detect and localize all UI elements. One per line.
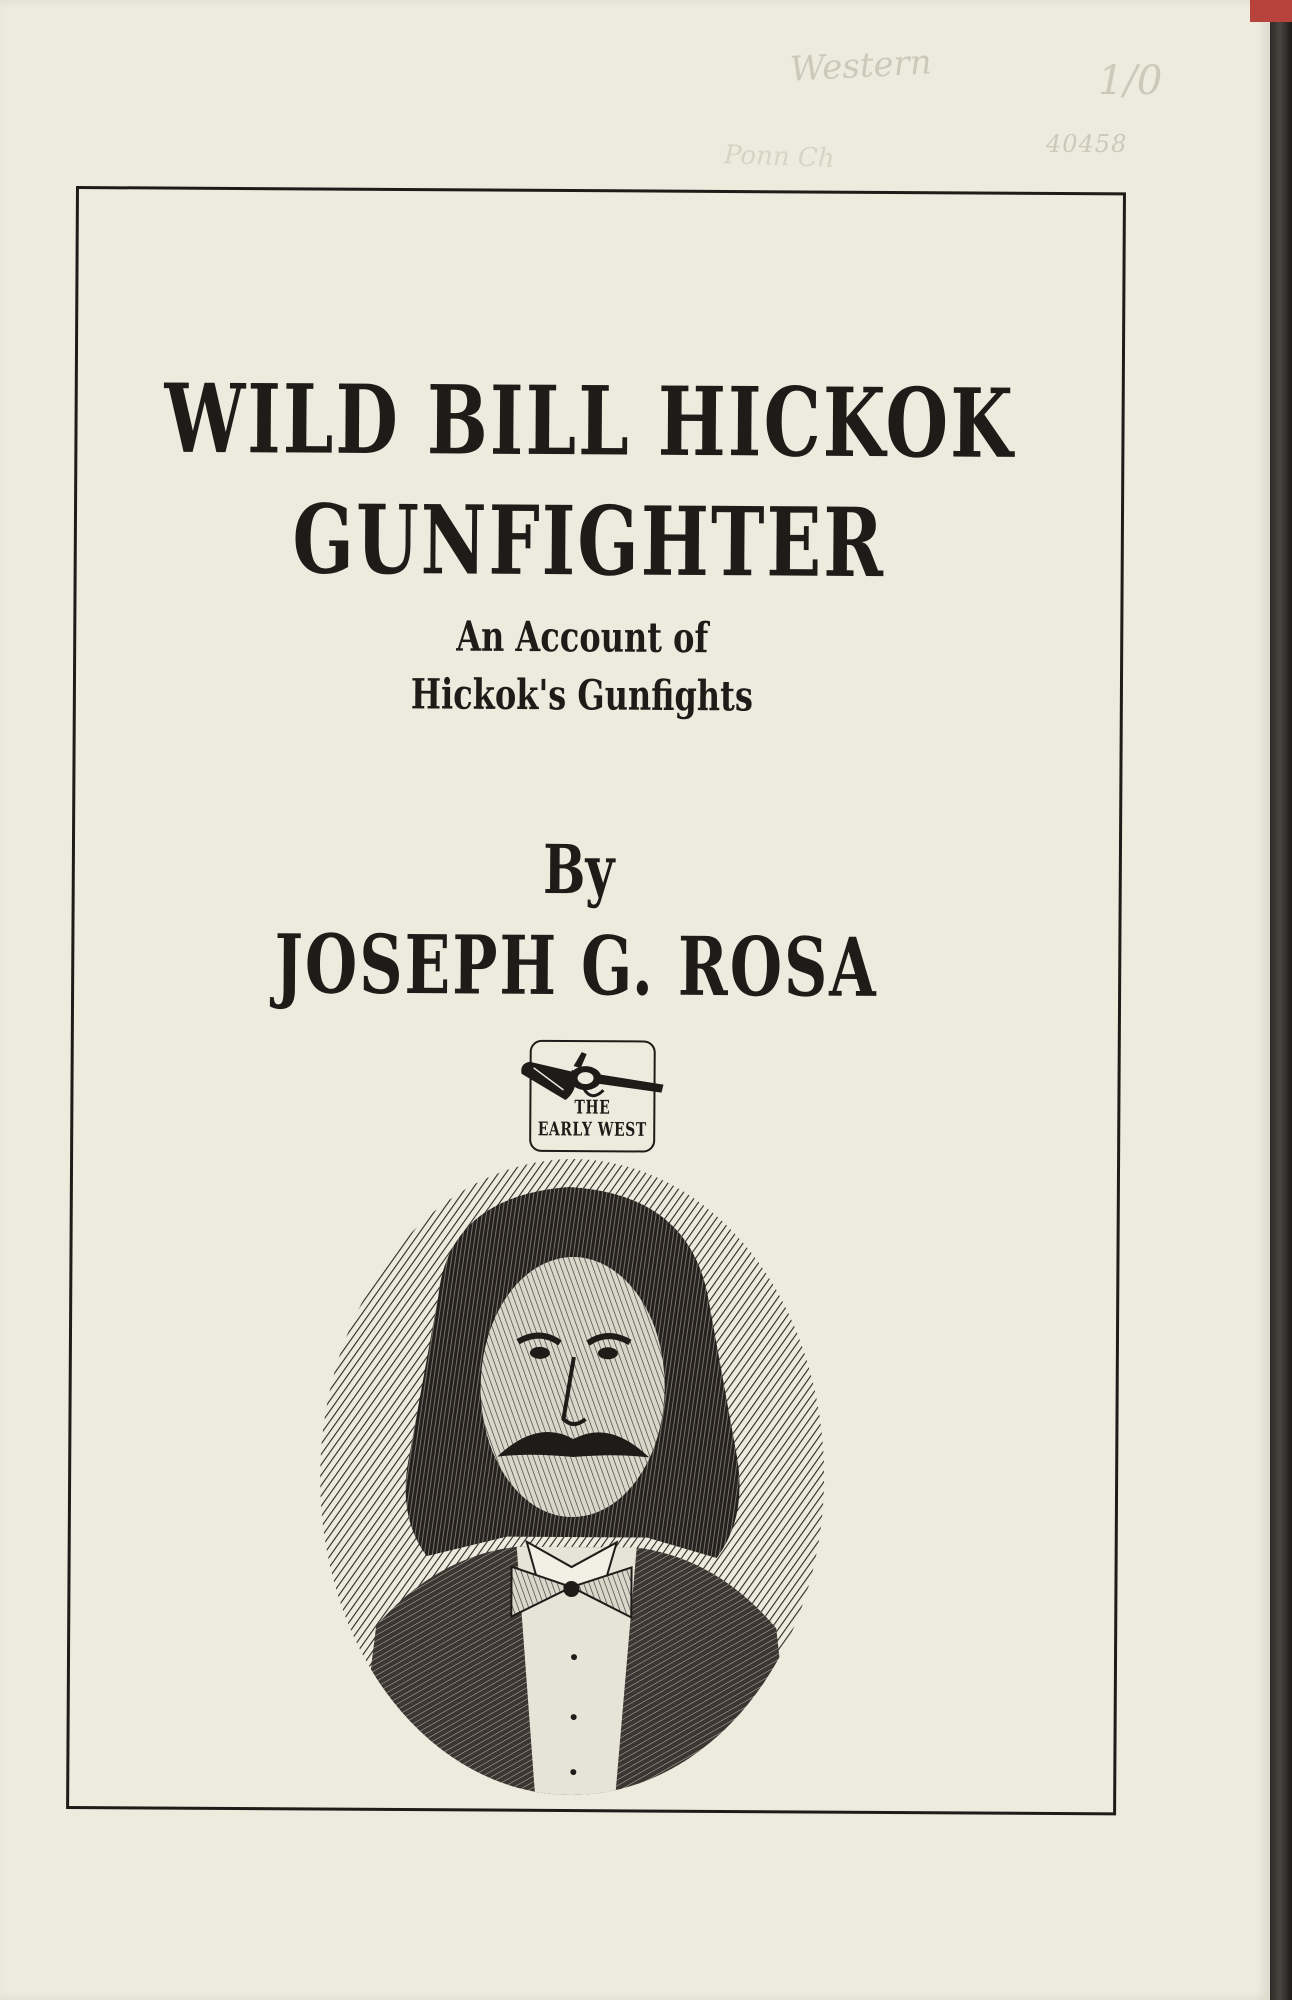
emblem-text-line-1: THE [574,1097,611,1120]
book-title-line-1: WILD BILL HICKOK [163,361,1016,480]
pencil-note: Western [789,42,933,90]
hickok-portrait [315,1156,829,1799]
book-cover-red-corner [1250,0,1292,22]
pencil-note: Ponn Ch [723,140,835,174]
pencil-note: 1/0 [1098,58,1163,104]
book-cover-edge [1270,0,1292,2000]
early-west-emblem [513,1032,674,1153]
author-name: JOSEPH G. ROSA [274,917,879,1017]
book-subtitle-line-1: An Account of [456,611,709,663]
pencil-note: 40458 [1046,130,1128,158]
title-page-frame [66,186,1126,1815]
byline-label: By [542,829,615,910]
book-subtitle-line-2: Hickok's Gunfights [410,669,754,721]
revolver-icon [513,1032,673,1113]
emblem-text-line-2: EARLY WEST [537,1119,647,1142]
book-title-line-2: GUNFIGHTER [292,482,886,599]
